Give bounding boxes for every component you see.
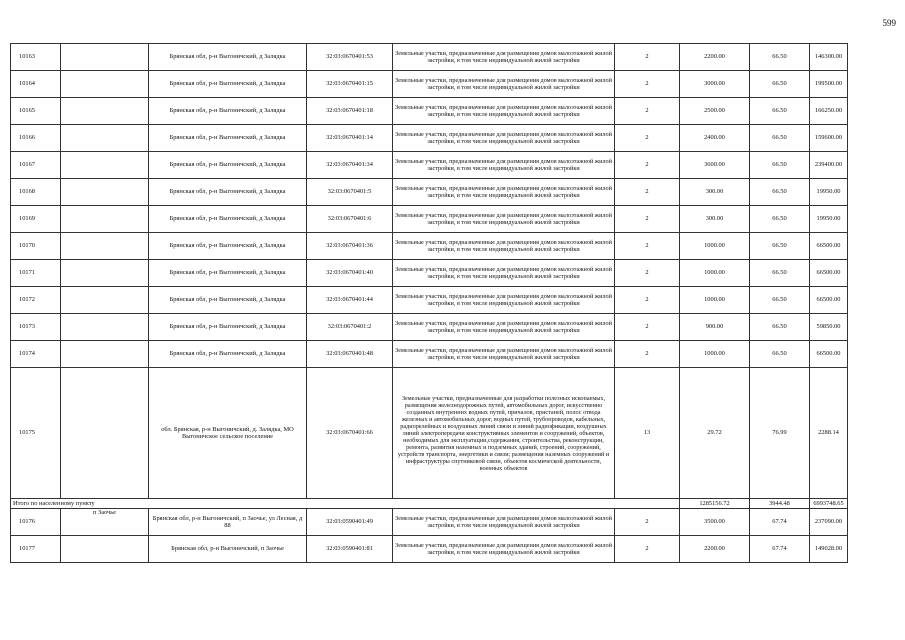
area-cell: 2500.00 <box>680 98 750 125</box>
specific-value-cell: 66.50 <box>750 314 810 341</box>
table-row <box>11 314 848 341</box>
total-label-cell: Итого по населенному пункту <box>11 499 680 509</box>
address-cell: Брянская обл, р-н Выгоничский, д Залядка <box>149 98 307 125</box>
specific-value-cell: 66.50 <box>750 260 810 287</box>
land-use-purpose-cell: Земельные участки, предназначенные для размещения домов малоэтажной жилой застройки, в том числе индивидуальной жилой застройки <box>393 314 615 341</box>
cadastral-value-cell: 19950.00 <box>810 206 848 233</box>
address-cell: Брянская обл, р-н Выгоничский, д Залядка <box>149 341 307 368</box>
address-cell: Брянская обл, р-н Выгоничский, д Залядка <box>149 260 307 287</box>
specific-value-cell: 76.99 <box>750 368 810 499</box>
row-number-cell: 10168 <box>11 179 61 206</box>
area-cell: 1000.00 <box>680 260 750 287</box>
use-group-cell: 2 <box>615 509 680 536</box>
cadastral-number-cell: 32:03:0670401:34 <box>307 152 393 179</box>
use-group-cell: 2 <box>615 44 680 71</box>
cadastral-value-cell: 199500.00 <box>810 71 848 98</box>
cadastral-value-cell: 66500.00 <box>810 233 848 260</box>
table-row <box>11 152 848 179</box>
land-use-purpose-cell: Земельные участки, предназначенные для размещения домов малоэтажной жилой застройки, в том числе индивидуальной жилой застройки <box>393 341 615 368</box>
address-cell: Брянская обл, р-н Выгоничский, д Залядка <box>149 233 307 260</box>
area-cell: 1000.00 <box>680 233 750 260</box>
use-group-cell: 2 <box>615 260 680 287</box>
specific-value-cell: 66.50 <box>750 125 810 152</box>
specific-value-cell: 66.50 <box>750 152 810 179</box>
cadastral-number-cell: 32:03:0670401:18 <box>307 98 393 125</box>
settlement-total-row <box>11 499 848 509</box>
cadastral-value-cell: 66500.00 <box>810 341 848 368</box>
cadastral-value-cell: 2288.14 <box>810 368 848 499</box>
cadastral-number-cell: 32:03:0670401:66 <box>307 368 393 499</box>
cadastral-value-cell: 239400.00 <box>810 152 848 179</box>
row-number-cell: 10170 <box>11 233 61 260</box>
settlement-cell <box>61 536 149 563</box>
area-cell: 1000.00 <box>680 287 750 314</box>
use-group-cell: 2 <box>615 287 680 314</box>
use-group-cell: 2 <box>615 341 680 368</box>
row-number-cell: 10163 <box>11 44 61 71</box>
table-row <box>11 341 848 368</box>
table-row <box>11 44 848 71</box>
cadastral-number-cell: 32:03:0670401:40 <box>307 260 393 287</box>
row-number-cell: 10174 <box>11 341 61 368</box>
specific-value-cell: 67.74 <box>750 509 810 536</box>
land-use-purpose-cell: Земельные участки, предназначенные для размещения домов малоэтажной жилой застройки, в том числе индивидуальной жилой застройки <box>393 287 615 314</box>
total-specific-value-cell: 3944.48 <box>750 499 810 509</box>
total-cadastral-value-cell: 6993748.65 <box>810 499 848 509</box>
area-cell: 2200.00 <box>680 536 750 563</box>
settlement-cell <box>61 98 149 125</box>
settlement-cell <box>61 368 149 499</box>
table-row <box>11 71 848 98</box>
settlement-cell <box>61 314 149 341</box>
cadastral-number-cell: 32:03:0670401:48 <box>307 341 393 368</box>
area-cell: 1000.00 <box>680 341 750 368</box>
settlement-cell <box>61 71 149 98</box>
address-cell: Брянская обл, р-н Выгоничский, д Залядка <box>149 44 307 71</box>
area-cell: 900.00 <box>680 314 750 341</box>
use-group-cell: 2 <box>615 314 680 341</box>
table-row <box>11 98 848 125</box>
cadastral-value-cell: 237090.00 <box>810 509 848 536</box>
area-cell: 300.00 <box>680 179 750 206</box>
cadastral-number-cell: 32:03:0670401:36 <box>307 233 393 260</box>
table-row <box>11 509 848 536</box>
land-use-purpose-cell: Земельные участки, предназначенные для разработки полезных ископаемых, размещения железнодорожных путей, автомобильных дорог, искусственно созданных внутренних водных путей, причалов, пристаней, полос отвода железных и автомобильных дорог, водных путей, трубопроводов, кабельных, радиорелейных и воздушных линий связи и линий радиофикации, воздушных линий электропередачи конструктивных элементов и сооружений, объектов, необходимых для эксплуатации,содержания, строительства, реконструкции, ремонта, развития наземных и подземных зданий, строений, сооружений, устройств транспорта, энергетики и связи; размещения наземных сооружений и инфраструктуры спутниковой связи, объектов космической деятельности, военных объектов <box>393 368 615 499</box>
table-row <box>11 179 848 206</box>
cadastral-value-cell: 149028.00 <box>810 536 848 563</box>
specific-value-cell: 66.50 <box>750 179 810 206</box>
land-use-purpose-cell: Земельные участки, предназначенные для размещения домов малоэтажной жилой застройки, в том числе индивидуальной жилой застройки <box>393 206 615 233</box>
row-number-cell: 10173 <box>11 314 61 341</box>
specific-value-cell: 66.50 <box>750 341 810 368</box>
settlement-cell <box>61 179 149 206</box>
area-cell: 3000.00 <box>680 71 750 98</box>
area-cell: 300.00 <box>680 206 750 233</box>
settlement-cell <box>61 287 149 314</box>
row-number-cell: 10171 <box>11 260 61 287</box>
address-cell: Брянская обл, р-н Выгоничский, д Залядка <box>149 125 307 152</box>
specific-value-cell: 66.50 <box>750 206 810 233</box>
area-cell: 3600.00 <box>680 152 750 179</box>
use-group-cell: 2 <box>615 98 680 125</box>
area-cell: 3500.00 <box>680 509 750 536</box>
land-use-purpose-cell: Земельные участки, предназначенные для размещения домов малоэтажной жилой застройки, в том числе индивидуальной жилой застройки <box>393 260 615 287</box>
row-number-cell: 10165 <box>11 98 61 125</box>
cadastral-value-table <box>10 43 848 563</box>
address-cell: Брянская обл, р-н Выгоничский, д Залядка <box>149 314 307 341</box>
area-cell: 2200.00 <box>680 44 750 71</box>
use-group-cell: 2 <box>615 536 680 563</box>
area-cell: 2400.00 <box>680 125 750 152</box>
row-number-cell: 10166 <box>11 125 61 152</box>
cadastral-number-cell: 32:03:0670401:5 <box>307 179 393 206</box>
table-row <box>11 368 848 499</box>
cadastral-value-cell: 66500.00 <box>810 287 848 314</box>
address-cell: Брянская обл, р-н Выгоничский, д Залядка <box>149 152 307 179</box>
land-use-purpose-cell: Земельные участки, предназначенные для размещения домов малоэтажной жилой застройки, в том числе индивидуальной жилой застройки <box>393 71 615 98</box>
table-row <box>11 125 848 152</box>
land-use-purpose-cell: Земельные участки, предназначенные для размещения домов малоэтажной жилой застройки, в том числе индивидуальной жилой застройки <box>393 152 615 179</box>
use-group-cell: 2 <box>615 179 680 206</box>
row-number-cell: 10164 <box>11 71 61 98</box>
address-cell: обл. Брянская, р-н Выгоничский, д. Залядка, МО Выгоничское сельское поселение <box>149 368 307 499</box>
table-row <box>11 206 848 233</box>
land-use-purpose-cell: Земельные участки, предназначенные для размещения домов малоэтажной жилой застройки, в том числе индивидуальной жилой застройки <box>393 125 615 152</box>
cadastral-value-cell: 166250.00 <box>810 98 848 125</box>
use-group-cell: 2 <box>615 125 680 152</box>
settlement-cell: п Заочье <box>61 509 149 536</box>
address-cell: Брянская обл, р-н Выгоничский, п Заочье <box>149 536 307 563</box>
land-use-purpose-cell: Земельные участки, предназначенные для размещения домов малоэтажной жилой застройки, в том числе индивидуальной жилой застройки <box>393 98 615 125</box>
address-cell: Брянская обл, р-н Выгоничский, д Залядка <box>149 206 307 233</box>
land-use-purpose-cell: Земельные участки, предназначенные для размещения домов малоэтажной жилой застройки, в том числе индивидуальной жилой застройки <box>393 179 615 206</box>
specific-value-cell: 66.50 <box>750 44 810 71</box>
row-number-cell: 10176 <box>11 509 61 536</box>
address-cell: Брянская обл, р-н Выгоничский, д Залядка <box>149 287 307 314</box>
address-cell: Брянская обл, р-н Выгоничский, д Залядка <box>149 71 307 98</box>
row-number-cell: 10172 <box>11 287 61 314</box>
settlement-cell <box>61 152 149 179</box>
use-group-cell: 2 <box>615 206 680 233</box>
cadastral-number-cell: 32:03:0670401:53 <box>307 44 393 71</box>
land-use-purpose-cell: Земельные участки, предназначенные для размещения домов малоэтажной жилой застройки, в том числе индивидуальной жилой застройки <box>393 536 615 563</box>
row-number-cell: 10169 <box>11 206 61 233</box>
cadastral-value-cell: 19950.00 <box>810 179 848 206</box>
land-use-purpose-cell: Земельные участки, предназначенные для размещения домов малоэтажной жилой застройки, в том числе индивидуальной жилой застройки <box>393 233 615 260</box>
table-row <box>11 260 848 287</box>
address-cell: Брянская обл, р-н Выгоничский, д Залядка <box>149 179 307 206</box>
page-number: 599 <box>882 18 896 28</box>
cadastral-number-cell: 32:03:0670401:15 <box>307 71 393 98</box>
cadastral-number-cell: 32:03:0590401:49 <box>307 509 393 536</box>
cadastral-value-cell: 146300.00 <box>810 44 848 71</box>
specific-value-cell: 67.74 <box>750 536 810 563</box>
table-row <box>11 233 848 260</box>
cadastral-number-cell: 32:03:0670401:44 <box>307 287 393 314</box>
use-group-cell: 13 <box>615 368 680 499</box>
cadastral-value-cell: 66500.00 <box>810 260 848 287</box>
land-use-purpose-cell: Земельные участки, предназначенные для размещения домов малоэтажной жилой застройки, в том числе индивидуальной жилой застройки <box>393 44 615 71</box>
address-cell: Брянская обл, р-н Выгоничский, п Заочье, ул Лесная, д 88 <box>149 509 307 536</box>
row-number-cell: 10167 <box>11 152 61 179</box>
specific-value-cell: 66.50 <box>750 98 810 125</box>
use-group-cell: 2 <box>615 233 680 260</box>
specific-value-cell: 66.50 <box>750 233 810 260</box>
cadastral-number-cell: 32:03:0670401:6 <box>307 206 393 233</box>
specific-value-cell: 66.50 <box>750 287 810 314</box>
cadastral-number-cell: 32:03:0670401:14 <box>307 125 393 152</box>
row-number-cell: 10175 <box>11 368 61 499</box>
row-number-cell: 10177 <box>11 536 61 563</box>
settlement-cell <box>61 341 149 368</box>
settlement-cell <box>61 233 149 260</box>
use-group-cell: 2 <box>615 71 680 98</box>
specific-value-cell: 66.50 <box>750 71 810 98</box>
table-row <box>11 287 848 314</box>
cadastral-number-cell: 32:03:0670401:2 <box>307 314 393 341</box>
total-area-cell: 1285156.72 <box>680 499 750 509</box>
cadastral-value-cell: 59850.00 <box>810 314 848 341</box>
settlement-cell <box>61 44 149 71</box>
area-cell: 29.72 <box>680 368 750 499</box>
settlement-cell <box>61 206 149 233</box>
land-use-purpose-cell: Земельные участки, предназначенные для размещения домов малоэтажной жилой застройки, в том числе индивидуальной жилой застройки <box>393 509 615 536</box>
cadastral-value-cell: 159600.00 <box>810 125 848 152</box>
settlement-cell <box>61 125 149 152</box>
cadastral-number-cell: 32:03:0590401:81 <box>307 536 393 563</box>
table-row <box>11 536 848 563</box>
settlement-cell <box>61 260 149 287</box>
use-group-cell: 2 <box>615 152 680 179</box>
